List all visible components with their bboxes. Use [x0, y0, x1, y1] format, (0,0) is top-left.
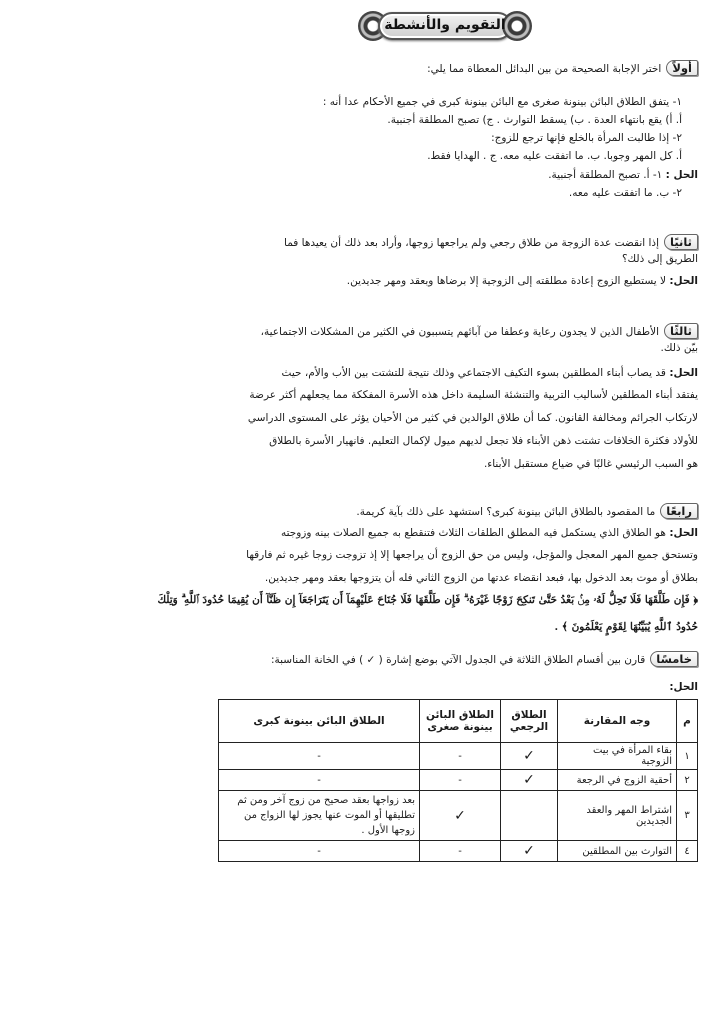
- q5-header: [271, 651, 698, 667]
- table-cell-minor: ✓: [420, 791, 501, 841]
- table-cell-number: ١: [677, 743, 698, 770]
- table-cell-revocable: ✓: [501, 841, 558, 862]
- q3-answer-label: الحل:: [669, 367, 698, 379]
- q1-prompt: اختر الإجابة الصحيحة من بين البدائل المعطاة مما يلي:: [427, 63, 662, 75]
- table-cell-aspect: أحقية الزوج في الرجعة: [558, 770, 677, 791]
- table-cell-aspect: بقاء المرأة في بيت الزوجية: [558, 743, 677, 770]
- comparison-table: [218, 699, 698, 862]
- banner-title: التقويم والأنشطة: [384, 17, 506, 33]
- q1-item2-options: أ. كل المهر وجوبا. ب. ما اتفقت عليه معه. ج . الهدايا فقط.: [427, 150, 682, 162]
- q1-item1: ١- يتفق الطلاق البائن بينونة صغرى مع البائن بينونة كبرى في جميع الأحكام عدا أنه :: [322, 96, 682, 108]
- q2-prompt-line2: الطريق إلى ذلك؟: [621, 253, 698, 265]
- section-banner: [356, 8, 534, 44]
- q3-prompt-line1: الأطفال الذين لا يجدون رعاية وعطفا من آبائهم يتسببون في الكثير من المشكلات الاجتماعية،: [260, 326, 660, 338]
- table-cell-number: ٢: [677, 770, 698, 791]
- q4-prompt: ما المقصود بالطلاق البائن بينونة كبرى؟ استشهد على ذلك بآية كريمة.: [356, 506, 656, 518]
- q3-answer-line4: للأولاد فكثرة الخلافات تشتت ذهن الأبناء فلا تجعل لديهم ميول لإكمال التعليم. فانهيار الأسرة بالطلاق: [269, 435, 698, 447]
- q1-item2: ٢- إذا طالبت المرأة بالخلع فإنها ترجع للزوج:: [491, 132, 682, 144]
- q2-answer-line: [347, 274, 698, 288]
- table-header-row: [219, 700, 698, 743]
- q4-answer-line1: [281, 526, 698, 540]
- ornament-icon: [502, 11, 532, 41]
- q4-verse-line1: ﴿ فَإِن طَلَّقَهَا فَلَا تَحِلُّ لَهُۥ مِنۢ بَعْدُ حَتَّىٰ تَنكِحَ زَوْجًا غَيْرَهُۥ ۗ فَإِن طَلَّقَهَا فَلَا جُنَاحَ عَلَيْهِمَآ أَن يَتَرَاجَعَآ إِن ظَنَّآ أَن يُقِيمَا حُدُودَ ٱللَّهِ ۗ وَتِلْكَ: [157, 594, 698, 606]
- q4-tab: رابعًا: [660, 503, 698, 519]
- table-cell-major: بعد زواجها بعقد صحيح من زوج آخر ومن ثم تطليقها أو الموت عنها يجوز لها الزواج من زوجها الأول .: [219, 791, 420, 841]
- q5-tab: خامسًا: [650, 651, 698, 667]
- q4-answer-text1: هو الطلاق الذي يستكمل فيه المطلق الطلقات الثلاث فتنقطع به جميع الصلات بينه وزوجته: [280, 527, 666, 539]
- table-cell-minor: -: [420, 841, 501, 862]
- q3-answer-line5: هو السبب الرئيسي غالبًا في ضياع مستقبل الأبناء.: [483, 458, 698, 470]
- q1-answer1: ١- أ. تصبح المطلقة أجنبية.: [548, 169, 663, 181]
- table-row: [219, 770, 698, 791]
- q5-answer-label: الحل:: [669, 681, 698, 693]
- table-cell-minor: -: [420, 770, 501, 791]
- table-cell-number: ٤: [677, 841, 698, 862]
- q1-answer1-line: [548, 168, 698, 182]
- q3-answer-text1: قد يصاب أبناء المطلقين بسوء التكيف الاجتماعي وذلك نتيجة للتشتت بين الأب والأم، حيث: [281, 367, 666, 379]
- q2-answer: لا يستطيع الزوج إعادة مطلقته إلى الزوجية إلا برضاها وبعقد ومهر جديدين.: [346, 275, 666, 287]
- table-cell-revocable: [501, 791, 558, 841]
- table-header-cell: الطلاق البائن بينونة كبرى: [219, 700, 420, 743]
- table-header-cell: الطلاق البائن بينونة صغرى: [420, 700, 501, 743]
- q1-answer2: ٢- ب. ما اتفقت عليه معه.: [568, 187, 682, 199]
- table-cell-revocable: ✓: [501, 770, 558, 791]
- q5-prompt: قارن بين أقسام الطلاق الثلاثة في الجدول الآتي بوضع إشارة ( ✓ ) في الخانة المناسبة:: [270, 654, 646, 666]
- q1-tab: أولاً: [666, 60, 698, 76]
- q2-prompt-line1: إذا انقضت عدة الزوجة من طلاق رجعي ولم يراجعها زوجها، وأراد بعد ذلك أن يعيدها فما: [284, 237, 660, 249]
- q2-header: [284, 234, 698, 250]
- q4-header: [356, 503, 698, 519]
- q1-answer-label: الحل :: [665, 169, 698, 181]
- q3-answer-line1: [282, 366, 698, 380]
- q3-answer-line2: يفتقد أبناء المطلقين لأساليب التربية والتنشئة السليمة داخل هذه الأسرة المفككة مما يجعلهم أكثر عرضة: [249, 389, 698, 401]
- table-cell-major: -: [219, 743, 420, 770]
- table-cell-aspect: التوارث بين المطلقين: [558, 841, 677, 862]
- q4-verse-line2: حُدُودُ ٱللَّهِ يُبَيِّنُهَا لِقَوْمٍ يَعْلَمُونَ ﴾ .: [554, 621, 698, 633]
- q3-answer-line3: لارتكاب الجرائم ومخالفة القانون. كما أن طلاق الوالدين في كثير من الأحيان يؤثر على المستوى الدراسي: [247, 412, 698, 424]
- q1-item1-options: أ. أ) يقع بانتهاء العدة . ب) يسقط التوارث . ج) تصبح المطلقة أجنبية.: [387, 114, 682, 126]
- table-row: [219, 791, 698, 841]
- q3-header: [261, 323, 698, 339]
- q3-prompt-line2: بيّن ذلك.: [660, 342, 698, 354]
- table-header-cell: م: [677, 700, 698, 743]
- table-header-cell: وجه المقارنة: [558, 700, 677, 743]
- q3-tab: ثالثًا: [664, 323, 698, 339]
- table-cell-minor: -: [420, 743, 501, 770]
- q2-tab: ثانيًا: [664, 234, 698, 250]
- q4-answer-label: الحل:: [669, 527, 698, 539]
- table-cell-revocable: ✓: [501, 743, 558, 770]
- q2-answer-label: الحل:: [669, 275, 698, 287]
- q4-answer-line2: وتستحق جميع المهر المعجل والمؤجل، وليس من حق الزوج أن يراجعها إلا إذ تزوجت زوجا غيره ثم فارقها: [246, 549, 698, 561]
- table-cell-aspect: اشتراط المهر والعقد الجديدين: [558, 791, 677, 841]
- table-cell-major: -: [219, 770, 420, 791]
- table-row: [219, 841, 698, 862]
- table-cell-major: -: [219, 841, 420, 862]
- q4-answer-line3: بطلاق أو موت بعد الدخول بها، فبعد انقضاء عدتها من الزوج الثاني فله أن يتزوجها بعقد ومهر جديدين.: [264, 572, 698, 584]
- table-cell-number: ٣: [677, 791, 698, 841]
- table-row: [219, 743, 698, 770]
- q1-header: [427, 60, 698, 76]
- table-header-cell: الطلاق الرجعي: [501, 700, 558, 743]
